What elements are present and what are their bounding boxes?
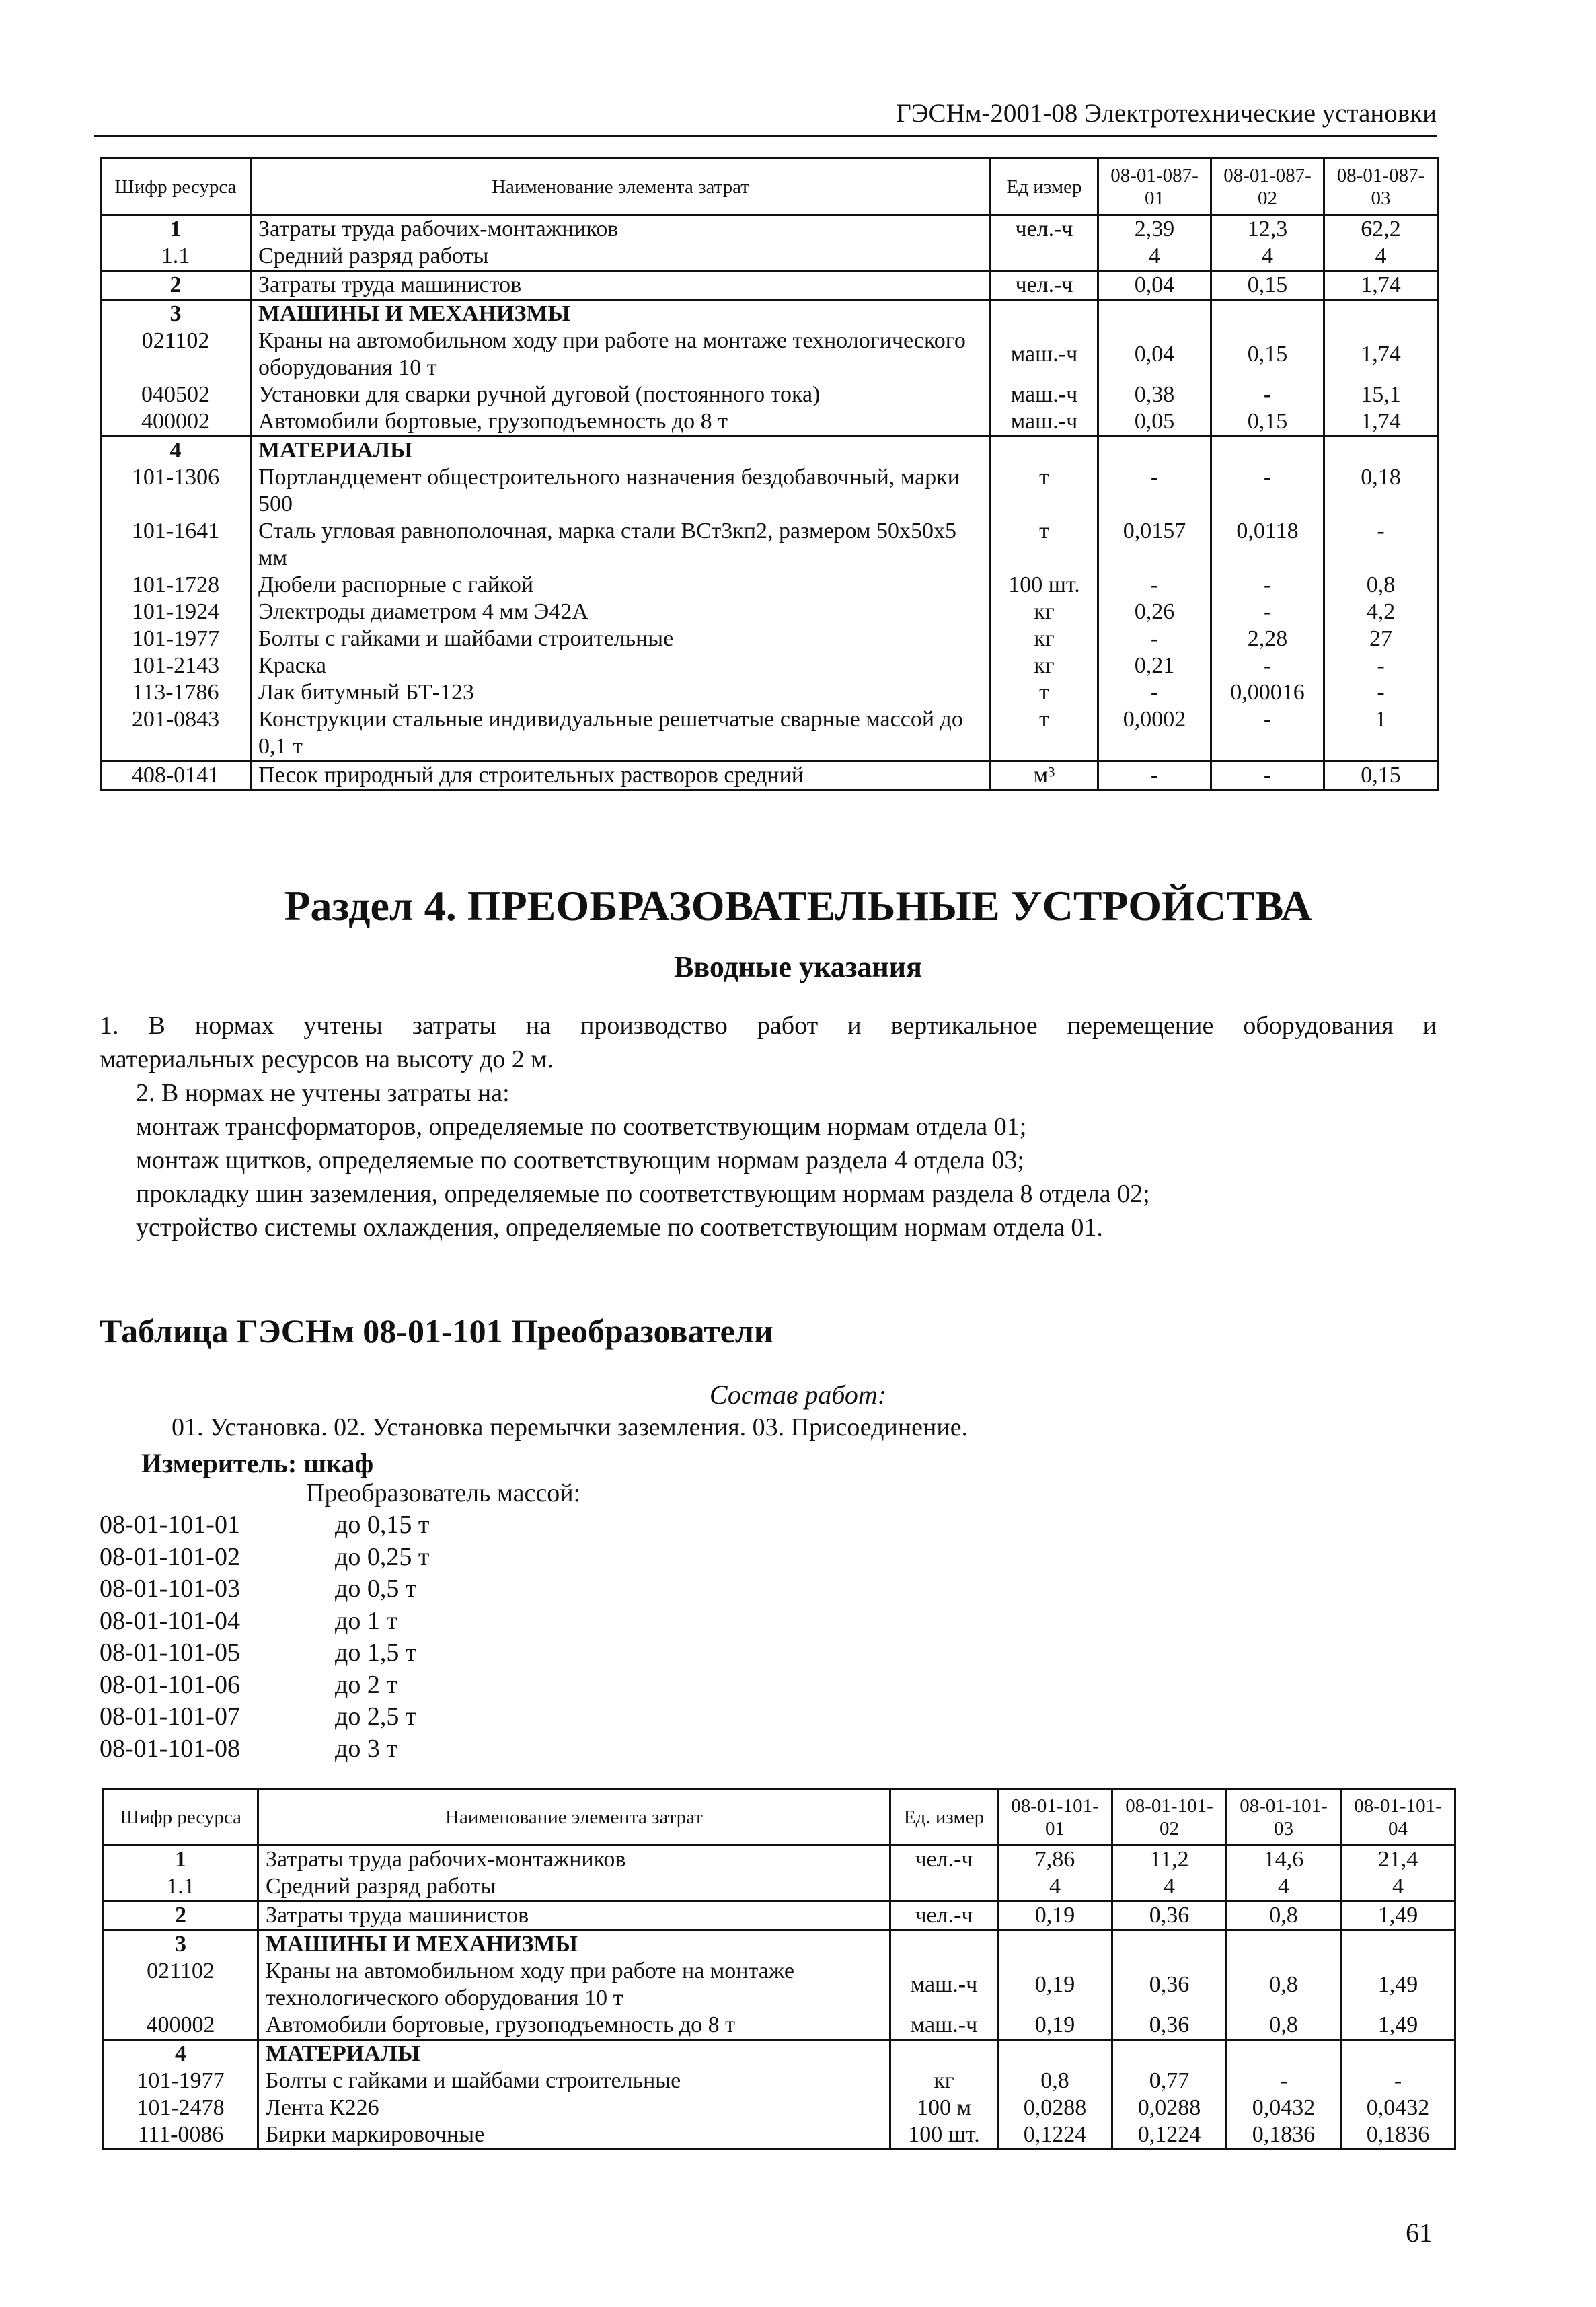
col-header-unit: Ед измер	[991, 159, 1098, 215]
table-row	[101, 599, 1438, 626]
mass-range: до 0,25 т	[335, 1542, 430, 1571]
cost-item-name: Песок природный для строительных растворов средний	[251, 761, 991, 790]
norm-value: 0,1224	[998, 2121, 1112, 2150]
unit: т	[991, 679, 1098, 706]
list-item	[100, 1733, 429, 1766]
unit: 100 м	[890, 2094, 998, 2121]
table-row	[101, 381, 1438, 408]
norm-value: -	[1324, 652, 1438, 679]
norm-value: 14,6	[1227, 1846, 1341, 1874]
norm-value: 1,74	[1324, 408, 1438, 437]
norm-value: -	[1098, 679, 1211, 706]
norm-value: 62,2	[1324, 215, 1438, 243]
work-composition-text: 01. Установка. 02. Установка перемычки заземления. 03. Присоединение.	[172, 1413, 968, 1441]
norm-value: 4	[1098, 243, 1211, 271]
resource-code: 101-1728	[101, 572, 251, 599]
norm-value: 1,74	[1324, 328, 1438, 381]
mass-range: до 2 т	[335, 1670, 397, 1699]
mass-range: до 0,15 т	[335, 1511, 430, 1539]
norm-value: 0,0002	[1098, 706, 1211, 761]
unit: чел.-ч	[890, 1901, 998, 1930]
norm-value: 15,1	[1324, 381, 1438, 408]
running-header: ГЭСНм-2001-08 Электротехнические установки	[896, 99, 1437, 128]
norm-code: 08-01-101-01	[100, 1511, 240, 1539]
resource-code: 3	[104, 1930, 258, 1959]
norm-codes-list	[100, 1509, 429, 1765]
exclusion-item: монтаж щитков, определяемые по соответствующим нормам раздела 4 отдела 03;	[136, 1146, 1024, 1174]
resource-code: 101-2478	[104, 2094, 258, 2121]
list-item	[100, 1669, 429, 1702]
norm-value: 0,1224	[1112, 2121, 1227, 2150]
norm-value: -	[1211, 381, 1324, 408]
cost-item-name: Портландцемент общестроительного назначения бездобавочный, марки 500	[251, 464, 991, 518]
section-heading: МАТЕРИАЛЫ	[258, 2040, 890, 2068]
resource-code: 400002	[101, 408, 251, 437]
table-row	[101, 408, 1438, 437]
exclusion-item: прокладку шин заземления, определяемые по соответствующим нормам раздела 8 отдела 02;	[136, 1180, 1150, 1208]
norm-value: -	[1324, 518, 1438, 572]
norm-value: 4	[1227, 1873, 1341, 1901]
paragraph-1-line-1: 1. В нормах учтены затраты на производство работ и вертикальное перемещение оборудования и	[100, 1012, 1437, 1040]
norm-value: 1,49	[1341, 1958, 1455, 2012]
norm-value: 0,18	[1324, 464, 1438, 518]
norm-value: 0,36	[1112, 1901, 1227, 1930]
norm-value: -	[1098, 572, 1211, 599]
norm-value: 0,00016	[1211, 679, 1324, 706]
cost-item-name: Краска	[251, 652, 991, 679]
norm-value: 0,19	[998, 1958, 1112, 2012]
norm-value: 0,0157	[1098, 518, 1211, 572]
table-row	[101, 652, 1438, 679]
cost-item-name: Лента К226	[258, 2094, 890, 2121]
norm-value: -	[1211, 464, 1324, 518]
table-row	[104, 1930, 1455, 1959]
table-row	[104, 2094, 1455, 2121]
resource-code: 4	[101, 437, 251, 465]
resource-code: 3	[101, 300, 251, 328]
norm-code: 08-01-101-02	[100, 1542, 240, 1571]
cost-item-name: Краны на автомобильном ходу при работе на монтаже технологического оборудования 10 т	[258, 1958, 890, 2012]
table-row	[101, 572, 1438, 599]
norm-value: 1,49	[1341, 2012, 1455, 2040]
norm-value: -	[1211, 761, 1324, 790]
norm-value: 7,86	[998, 1846, 1112, 1874]
unit: т	[991, 464, 1098, 518]
norm-value: 0,15	[1211, 328, 1324, 381]
norm-code: 08-01-101-03	[100, 1575, 240, 1603]
resource-code: 101-1924	[101, 599, 251, 626]
norm-code: 08-01-101-07	[100, 1702, 240, 1731]
unit: м³	[991, 761, 1098, 790]
table-row	[101, 464, 1438, 518]
table-row	[101, 518, 1438, 572]
cost-item-name: Дюбели распорные с гайкой	[251, 572, 991, 599]
norm-value: -	[1211, 652, 1324, 679]
unit: т	[991, 706, 1098, 761]
col-header-unit: Ед. измер	[890, 1789, 998, 1846]
cost-item-name: Болты с гайками и шайбами строительные	[251, 626, 991, 652]
cost-item-name: Бирки маркировочные	[258, 2121, 890, 2150]
unit: маш.-ч	[991, 328, 1098, 381]
norm-value: 0,0288	[998, 2094, 1112, 2121]
norm-value: 4	[998, 1873, 1112, 1901]
paragraph-2: 2. В нормах не учтены затраты на:	[136, 1079, 510, 1107]
cost-item-name: Сталь угловая равнополочная, марка стали ВСт3кп2, размером 50х50х5 мм	[251, 518, 991, 572]
resource-code: 021102	[104, 1958, 258, 2012]
col-header-norm-3: 08-01-101-03	[1227, 1789, 1341, 1846]
mass-label: Преобразователь массой:	[306, 1479, 581, 1507]
table-row	[101, 215, 1438, 243]
list-item	[100, 1542, 429, 1574]
col-header-norm-1: 08-01-087-01	[1098, 159, 1211, 215]
cost-item-name: Затраты труда рабочих-монтажников	[258, 1846, 890, 1874]
norm-value: 0,0118	[1211, 518, 1324, 572]
cost-item-name: Затраты труда машинистов	[258, 1901, 890, 1930]
table-row	[104, 1901, 1455, 1930]
norm-value: 4,2	[1324, 599, 1438, 626]
cost-item-name: Электроды диаметром 4 мм Э42А	[251, 599, 991, 626]
table-row	[104, 1873, 1455, 1901]
resource-code: 408-0141	[101, 761, 251, 790]
table-row	[104, 1958, 1455, 2012]
col-header-code: Шифр ресурса	[101, 159, 251, 215]
mass-range: до 3 т	[335, 1734, 397, 1763]
norm-value: 0,15	[1211, 408, 1324, 437]
mass-range: до 0,5 т	[335, 1575, 417, 1603]
norm-value: 0,26	[1098, 599, 1211, 626]
unit: кг	[991, 599, 1098, 626]
unit: кг	[991, 652, 1098, 679]
cost-item-name: Затраты труда рабочих-монтажников	[251, 215, 991, 243]
table-row	[104, 2121, 1455, 2150]
mass-range: до 2,5 т	[335, 1702, 417, 1731]
norm-value: 0,36	[1112, 1958, 1227, 2012]
cost-item-name: Затраты труда машинистов	[251, 271, 991, 300]
norms-table-087	[100, 157, 1439, 791]
norm-value: 4	[1211, 243, 1324, 271]
norm-value: 0,19	[998, 2012, 1112, 2040]
list-item	[100, 1701, 429, 1733]
norm-value: 0,77	[1112, 2068, 1227, 2094]
norm-value: 2,39	[1098, 215, 1211, 243]
norm-value: 0,8	[1227, 2012, 1341, 2040]
norm-value: -	[1227, 2068, 1341, 2094]
norm-value: -	[1211, 706, 1324, 761]
unit: кг	[890, 2068, 998, 2094]
col-header-norm-1: 08-01-101-01	[998, 1789, 1112, 1846]
cost-item-name: Средний разряд работы	[258, 1873, 890, 1901]
unit	[890, 1873, 998, 1901]
mass-range: до 1,5 т	[335, 1638, 417, 1667]
norm-value: 0,15	[1211, 271, 1324, 300]
unit: чел.-ч	[890, 1846, 998, 1874]
norm-value: -	[1098, 626, 1211, 652]
resource-code: 4	[104, 2040, 258, 2068]
cost-item-name: Автомобили бортовые, грузоподъемность до 8 т	[251, 408, 991, 437]
unit: 100 шт.	[991, 572, 1098, 599]
unit: маш.-ч	[890, 1958, 998, 2012]
list-item	[100, 1573, 429, 1605]
col-header-norm-2: 08-01-101-02	[1112, 1789, 1227, 1846]
norm-code: 08-01-101-04	[100, 1606, 240, 1635]
section-heading: МАТЕРИАЛЫ	[251, 437, 991, 465]
norm-value: 1,49	[1341, 1901, 1455, 1930]
unit: 100 шт.	[890, 2121, 998, 2150]
norm-value: 0,05	[1098, 408, 1211, 437]
norm-value: 0,0432	[1227, 2094, 1341, 2121]
col-header-name: Наименование элемента затрат	[258, 1789, 890, 1846]
norm-value: 1,74	[1324, 271, 1438, 300]
norm-value: 0,38	[1098, 381, 1211, 408]
table-row	[101, 243, 1438, 271]
norm-value: 0,1836	[1227, 2121, 1341, 2150]
table-row	[101, 761, 1438, 790]
col-header-norm-2: 08-01-087-02	[1211, 159, 1324, 215]
col-header-norm-3: 08-01-087-03	[1324, 159, 1438, 215]
norm-code: 08-01-101-05	[100, 1638, 240, 1667]
resource-code: 1.1	[104, 1873, 258, 1901]
resource-code: 021102	[101, 328, 251, 381]
resource-code: 101-1641	[101, 518, 251, 572]
unit	[991, 243, 1098, 271]
norm-value: 0,0432	[1341, 2094, 1455, 2121]
norm-value: 0,8	[1227, 1901, 1341, 1930]
table-row	[101, 679, 1438, 706]
meter-label: Измеритель: шкаф	[141, 1448, 374, 1478]
table-row	[101, 300, 1438, 328]
table-row	[104, 1846, 1455, 1874]
unit: маш.-ч	[890, 2012, 998, 2040]
resource-code: 2	[104, 1901, 258, 1930]
exclusion-item: устройство системы охлаждения, определяемые по соответствующим нормам отдела 01.	[136, 1213, 1103, 1242]
list-item	[100, 1605, 429, 1638]
unit: чел.-ч	[991, 271, 1098, 300]
header-rule	[94, 135, 1437, 137]
exclusion-item: монтаж трансформаторов, определяемые по соответствующим нормам отдела 01;	[136, 1112, 1027, 1141]
norm-value: -	[1211, 599, 1324, 626]
unit: маш.-ч	[991, 408, 1098, 437]
norm-value: -	[1098, 464, 1211, 518]
cost-item-name: Лак битумный БТ-123	[251, 679, 991, 706]
norm-value: 21,4	[1341, 1846, 1455, 1874]
list-item	[100, 1509, 429, 1542]
resource-code: 1	[101, 215, 251, 243]
norm-value: 0,15	[1324, 761, 1438, 790]
resource-code: 400002	[104, 2012, 258, 2040]
resource-code: 2	[101, 271, 251, 300]
norm-code: 08-01-101-08	[100, 1734, 240, 1763]
unit: кг	[991, 626, 1098, 652]
resource-code: 1.1	[101, 243, 251, 271]
table-row	[101, 437, 1438, 465]
norm-value: 4	[1112, 1873, 1227, 1901]
col-header-norm-4: 08-01-101-04	[1341, 1789, 1455, 1846]
resource-code: 101-2143	[101, 652, 251, 679]
norm-value: -	[1324, 679, 1438, 706]
section-heading: МАШИНЫ И МЕХАНИЗМЫ	[251, 300, 991, 328]
norms-table-101	[102, 1788, 1456, 2150]
norm-value: 0,36	[1112, 2012, 1227, 2040]
page-number: 61	[1406, 2218, 1433, 2248]
cost-item-name: Краны на автомобильном ходу при работе на монтаже технологического оборудования 10 т	[251, 328, 991, 381]
table-row	[104, 2040, 1455, 2068]
resource-code: 101-1977	[104, 2068, 258, 2094]
norm-value: 0,0288	[1112, 2094, 1227, 2121]
table-row	[101, 328, 1438, 381]
resource-code: 101-1306	[101, 464, 251, 518]
col-header-code: Шифр ресурса	[104, 1789, 258, 1846]
unit: маш.-ч	[991, 381, 1098, 408]
unit: т	[991, 518, 1098, 572]
table-row	[101, 271, 1438, 300]
section-title: Раздел 4. ПРЕОБРАЗОВАТЕЛЬНЫЕ УСТРОЙСТВА	[284, 882, 1312, 930]
norm-value: 0,04	[1098, 328, 1211, 381]
resource-code: 1	[104, 1846, 258, 1874]
norm-value: 0,21	[1098, 652, 1211, 679]
norm-value: 2,28	[1211, 626, 1324, 652]
unit: чел.-ч	[991, 215, 1098, 243]
norm-value: 0,8	[1227, 1958, 1341, 2012]
cost-item-name: Средний разряд работы	[251, 243, 991, 271]
norm-value: 11,2	[1112, 1846, 1227, 1874]
paragraph-1-line-2: материальных ресурсов на высоту до 2 м.	[100, 1045, 554, 1073]
cost-item-name: Установки для сварки ручной дуговой (постоянного тока)	[251, 381, 991, 408]
norm-value: 1	[1324, 706, 1438, 761]
section-heading: МАШИНЫ И МЕХАНИЗМЫ	[258, 1930, 890, 1959]
table-title: Таблица ГЭСНм 08-01-101 Преобразователи	[100, 1312, 773, 1350]
work-composition-label: Состав работ:	[709, 1379, 887, 1410]
table-row	[104, 2012, 1455, 2040]
resource-code: 201-0843	[101, 706, 251, 761]
cost-item-name: Болты с гайками и шайбами строительные	[258, 2068, 890, 2094]
norm-value: 27	[1324, 626, 1438, 652]
norm-value: 0,04	[1098, 271, 1211, 300]
table-row	[101, 626, 1438, 652]
resource-code: 111-0086	[104, 2121, 258, 2150]
norm-value: -	[1211, 572, 1324, 599]
intro-heading: Вводные указания	[674, 950, 922, 983]
norm-value: 0,8	[998, 2068, 1112, 2094]
norm-value: 0,1836	[1341, 2121, 1455, 2150]
norm-code: 08-01-101-06	[100, 1670, 240, 1699]
table-row	[104, 2068, 1455, 2094]
norm-value: -	[1098, 761, 1211, 790]
norm-value: 4	[1341, 1873, 1455, 1901]
norm-value: -	[1341, 2068, 1455, 2094]
resource-code: 101-1977	[101, 626, 251, 652]
resource-code: 113-1786	[101, 679, 251, 706]
norm-value: 4	[1324, 243, 1438, 271]
cost-item-name: Автомобили бортовые, грузоподъемность до 8 т	[258, 2012, 890, 2040]
norm-value: 0,8	[1324, 572, 1438, 599]
col-header-name: Наименование элемента затрат	[251, 159, 991, 215]
resource-code: 040502	[101, 381, 251, 408]
norm-value: 0,19	[998, 1901, 1112, 1930]
list-item	[100, 1637, 429, 1669]
mass-range: до 1 т	[335, 1606, 397, 1635]
table-row	[101, 706, 1438, 761]
cost-item-name: Конструкции стальные индивидуальные решетчатые сварные массой до 0,1 т	[251, 706, 991, 761]
norm-value: 12,3	[1211, 215, 1324, 243]
